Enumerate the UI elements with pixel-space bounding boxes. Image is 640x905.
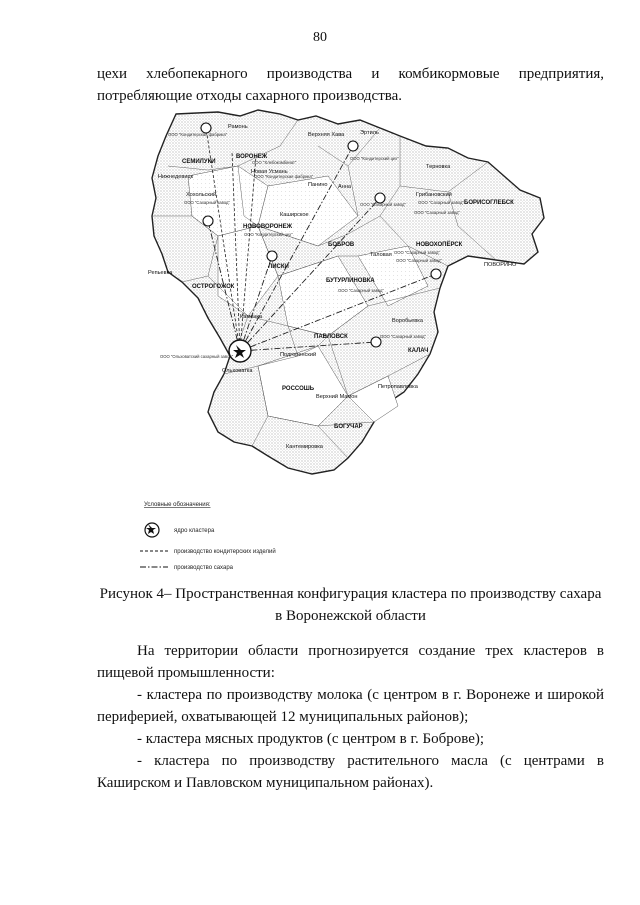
map-label: Каширское (280, 212, 309, 218)
body-p4-line-2: Каширском и Павловском муниципальном районах). (97, 775, 434, 791)
map-label: Терновка (426, 164, 451, 170)
map-label: РОССОШЬ (282, 386, 315, 392)
map-label: ПАВЛОВСК (314, 334, 348, 340)
body-p4-line-1: - кластера по производству растительного масла (с центрами в (137, 753, 604, 769)
legend-label-core: ядро кластера (174, 528, 215, 534)
map-label: Верхний Мамон (316, 394, 358, 400)
map-label: Подгоренский (280, 352, 317, 358)
map-label: Рамонь (228, 124, 248, 130)
page-number: 80 (313, 30, 327, 45)
map-label: Грибановский (416, 192, 452, 198)
map-label: Нижнедевицк (158, 174, 194, 180)
map-label: НОВОХОПЁРСК (416, 242, 463, 248)
map-label: Панино (308, 182, 328, 188)
legend-title: Условные обозначения: (144, 502, 211, 508)
map-label: Хохольский (186, 192, 217, 198)
plant-label: ООО "Сахарный завод" (338, 288, 384, 293)
body-paragraph-3 (97, 728, 604, 750)
map-label: СЕМИЛУКИ (182, 159, 216, 165)
map-label: Каменка (240, 314, 263, 320)
map-label: БОРИСОГЛЕБСК (464, 200, 514, 206)
map-label: Кантемировка (286, 444, 323, 450)
voronezh-region-map (148, 106, 548, 478)
map-legend (138, 500, 338, 574)
plant-label: ООО "Сахарный завод" (360, 202, 406, 207)
map-label: БОБРОВ (328, 242, 355, 248)
body-paragraph-1 (97, 640, 604, 684)
map-label: БОГУЧАР (334, 424, 363, 430)
plant-label: ООО "Кондитерская фабрика" (254, 174, 314, 179)
plant-marker (203, 216, 213, 226)
plant-marker (431, 269, 441, 279)
plant-label: ООО "Кондитерская фабрика" (168, 132, 228, 137)
map-label: Репьевка (148, 270, 173, 276)
figure-caption-line-2: в Воронежской области (275, 608, 426, 624)
intro-paragraph (97, 63, 604, 107)
body-paragraph-2 (97, 684, 604, 728)
body-p1-line-2: пищевой промышленности: (97, 665, 275, 681)
map-label: Таловая (370, 252, 392, 258)
map-label: Воробьевка (392, 318, 423, 324)
map-label: ВОРОНЕЖ (236, 154, 268, 160)
plant-label: ООО "Ольховатский сахарный завод" (160, 354, 234, 359)
map-label: Эртиль (360, 130, 379, 136)
plant-label: ООО "Сахарный завод" (394, 250, 440, 255)
map-label: БУТУРЛИНОВКА (326, 278, 375, 284)
plant-label: ООО "Кондитерский цех" (350, 156, 399, 161)
plant-label: ООО "Кондитерский цех" (244, 232, 293, 237)
intro-line-2: потребляющие отходы сахарного производства. (97, 88, 403, 104)
plant-label: ООО "Сахарный завод" (396, 258, 442, 263)
plant-label: ООО "Сахарный завод" (184, 200, 230, 205)
legend-core-icon (145, 523, 159, 537)
plant-label: ООО "Сахарный завод" (380, 334, 426, 339)
plant-label: ООО "Сахарный завод" (418, 200, 464, 205)
map-label: Ольховатка (222, 368, 253, 374)
body-p2-line-1: - кластера по производству молока (с центром в г. Воронеже и широкой (137, 687, 604, 703)
plant-marker (348, 141, 358, 151)
legend-label-sugar: производство сахара (174, 565, 234, 571)
map-label: Новая Усмань (251, 169, 288, 175)
figure-caption-line-1: Рисунок 4– Пространственная конфигурация кластера по производству сахара (99, 586, 602, 602)
map-label: ЛИСКИ (268, 264, 289, 270)
map-label: Анна (338, 184, 352, 190)
intro-line-1: цехи хлебопекарного производства и комбикормовые предприятия, (97, 66, 604, 82)
body-p3-line-1: - кластера мясных продуктов (с центром в г. Боброве); (137, 731, 485, 747)
map-label: ПОВОРИНО (484, 262, 517, 268)
map-label: Верхняя Хава (308, 132, 345, 138)
map-label: ОСТРОГОЖСК (192, 284, 235, 290)
plant-marker (267, 251, 277, 261)
plant-label: ООО "Сахарный завод" (414, 210, 460, 215)
figure-caption (97, 583, 604, 627)
map-label: Петропавловка (378, 384, 418, 390)
plant-label: ООО "Хлебокомбинат" (252, 160, 297, 165)
body-paragraph-4 (97, 750, 604, 794)
body-p1-line-1: На территории области прогнозируется создание трех кластеров в (137, 643, 604, 659)
map-label: НОВОВОРОНЕЖ (243, 224, 293, 230)
legend-label-confectionery: производство кондитерских изделий (174, 549, 276, 555)
map-label: КАЛАЧ (408, 348, 429, 354)
body-p2-line-2: периферией, охватывающей 12 муниципальных районов); (97, 709, 469, 725)
